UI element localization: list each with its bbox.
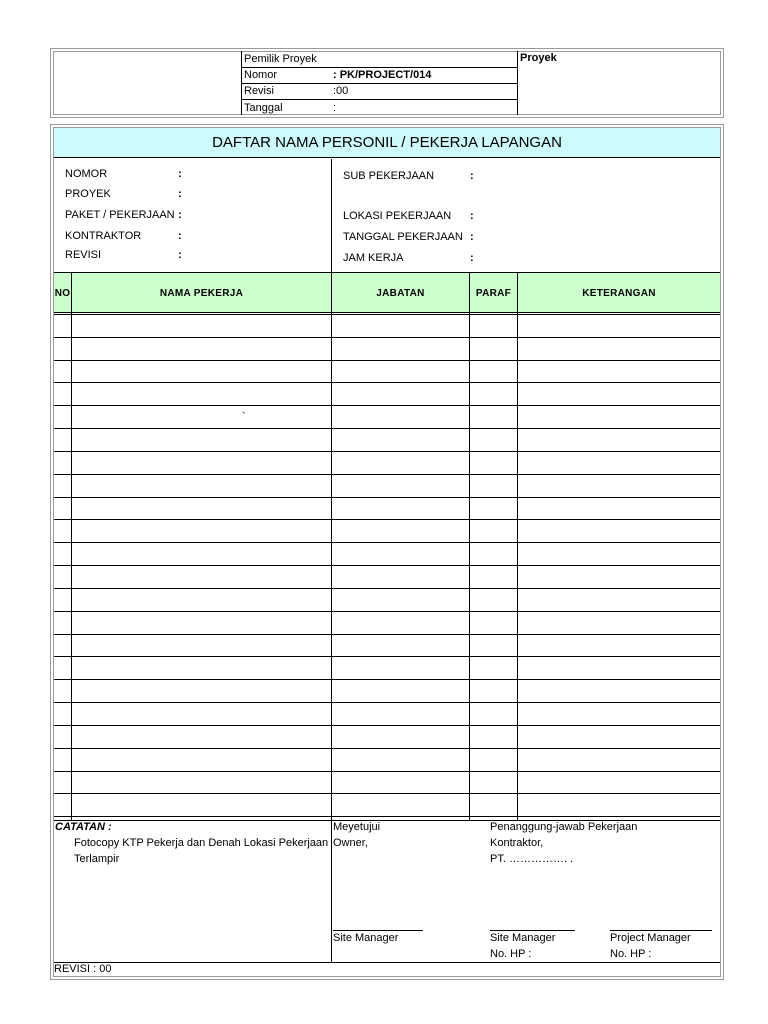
field-paket-label: PAKET / PEKERJAAN [65, 209, 175, 221]
col-header-keterangan: KETERANGAN [582, 287, 656, 299]
meyetujui-label: Meyetujui [333, 821, 381, 833]
table-row-line [54, 656, 720, 657]
field-nomor-colon: : [178, 168, 182, 180]
revisi-value: :00 [333, 85, 349, 97]
table-row-line [54, 588, 720, 589]
table-row-line [54, 702, 720, 703]
table-row-line [54, 611, 720, 612]
tanggal-label: Tanggal [244, 102, 283, 114]
nohp-label-1: No. HP : [490, 948, 532, 960]
proyek-label: Proyek [520, 52, 557, 64]
site-manager-label-2: Site Manager [490, 932, 556, 944]
catatan-line-2: Terlampir [74, 853, 120, 865]
nomor-label: Nomor [244, 69, 278, 81]
col-header-no: NO [54, 287, 71, 299]
table-row-line [54, 634, 720, 635]
table-row-line [54, 474, 720, 475]
table-row-line [54, 793, 720, 794]
field-revisi-label: REVISI [65, 249, 102, 261]
table-row-line [54, 337, 720, 338]
revisi-label: Revisi [244, 85, 274, 97]
field-proyek-colon: : [178, 188, 182, 200]
stray-mark: ` [242, 411, 246, 423]
project-manager-label: Project Manager [610, 932, 691, 944]
nomor-value: : PK/PROJECT/014 [333, 69, 432, 81]
table-row-line [54, 405, 720, 406]
col-header-nama: NAMA PEKERJA [159, 287, 244, 299]
table-row-line [54, 428, 720, 429]
field-kontraktor-colon: : [178, 230, 182, 242]
field-tanggal-colon: : [470, 231, 474, 243]
form-title-bar [54, 128, 720, 158]
field-proyek-label: PROYEK [65, 188, 111, 200]
nohp-label-2: No. HP : [610, 948, 652, 960]
field-kontraktor-label: KONTRAKTOR [65, 230, 142, 242]
pt-label: PT. ……………. . [490, 853, 574, 865]
tanggal-value: : [333, 102, 337, 114]
table-row-line [54, 542, 720, 543]
signature-line-owner [333, 930, 423, 931]
field-paket-colon: : [178, 209, 182, 221]
revisi-footer: REVISI : 00 [54, 963, 112, 975]
form-title: DAFTAR NAMA PERSONIL / PEKERJA LAPANGAN [212, 134, 562, 151]
catatan-line-1: Fotocopy KTP Pekerja dan Denah Lokasi Pekerjaan [74, 837, 329, 849]
pemilik-proyek-label: Pemilik Proyek [244, 53, 317, 65]
field-sub-pekerjaan-colon: : [470, 170, 474, 182]
table-row-line [54, 382, 720, 383]
field-nomor-label: NOMOR [65, 168, 108, 180]
table-row-line [54, 497, 720, 498]
col-header-jabatan: JABATAN [376, 287, 425, 299]
table-row-line [54, 771, 720, 772]
table-row-line [54, 565, 720, 566]
table-row-line [54, 314, 720, 315]
field-jam-kerja-colon: : [470, 252, 474, 264]
field-lokasi-colon: : [470, 210, 474, 222]
catatan-label: CATATAN : [55, 821, 112, 833]
field-jam-kerja-label: JAM KERJA [343, 252, 404, 264]
site-manager-label-1: Site Manager [333, 932, 399, 944]
table-row-line [54, 451, 720, 452]
col-header-paraf: PARAF [475, 287, 512, 299]
table-row-line [54, 360, 720, 361]
table-row-line [54, 519, 720, 520]
owner-label: Owner, [333, 837, 368, 849]
kontraktor-label: Kontraktor, [490, 837, 544, 849]
signature-line-site-manager [490, 930, 575, 931]
field-revisi-colon: : [178, 249, 182, 261]
field-tanggal-label: TANGGAL PEKERJAAN [343, 231, 463, 243]
table-row-line [54, 748, 720, 749]
table-row-line [54, 816, 720, 817]
table-row-line [54, 679, 720, 680]
field-lokasi-label: LOKASI PEKERJAAN [343, 210, 452, 222]
field-sub-pekerjaan-label: SUB PEKERJAAN [343, 170, 435, 182]
table-row-line [54, 725, 720, 726]
penanggung-label: Penanggung-jawab Pekerjaan [490, 821, 638, 833]
signature-line-project-manager [610, 930, 712, 931]
